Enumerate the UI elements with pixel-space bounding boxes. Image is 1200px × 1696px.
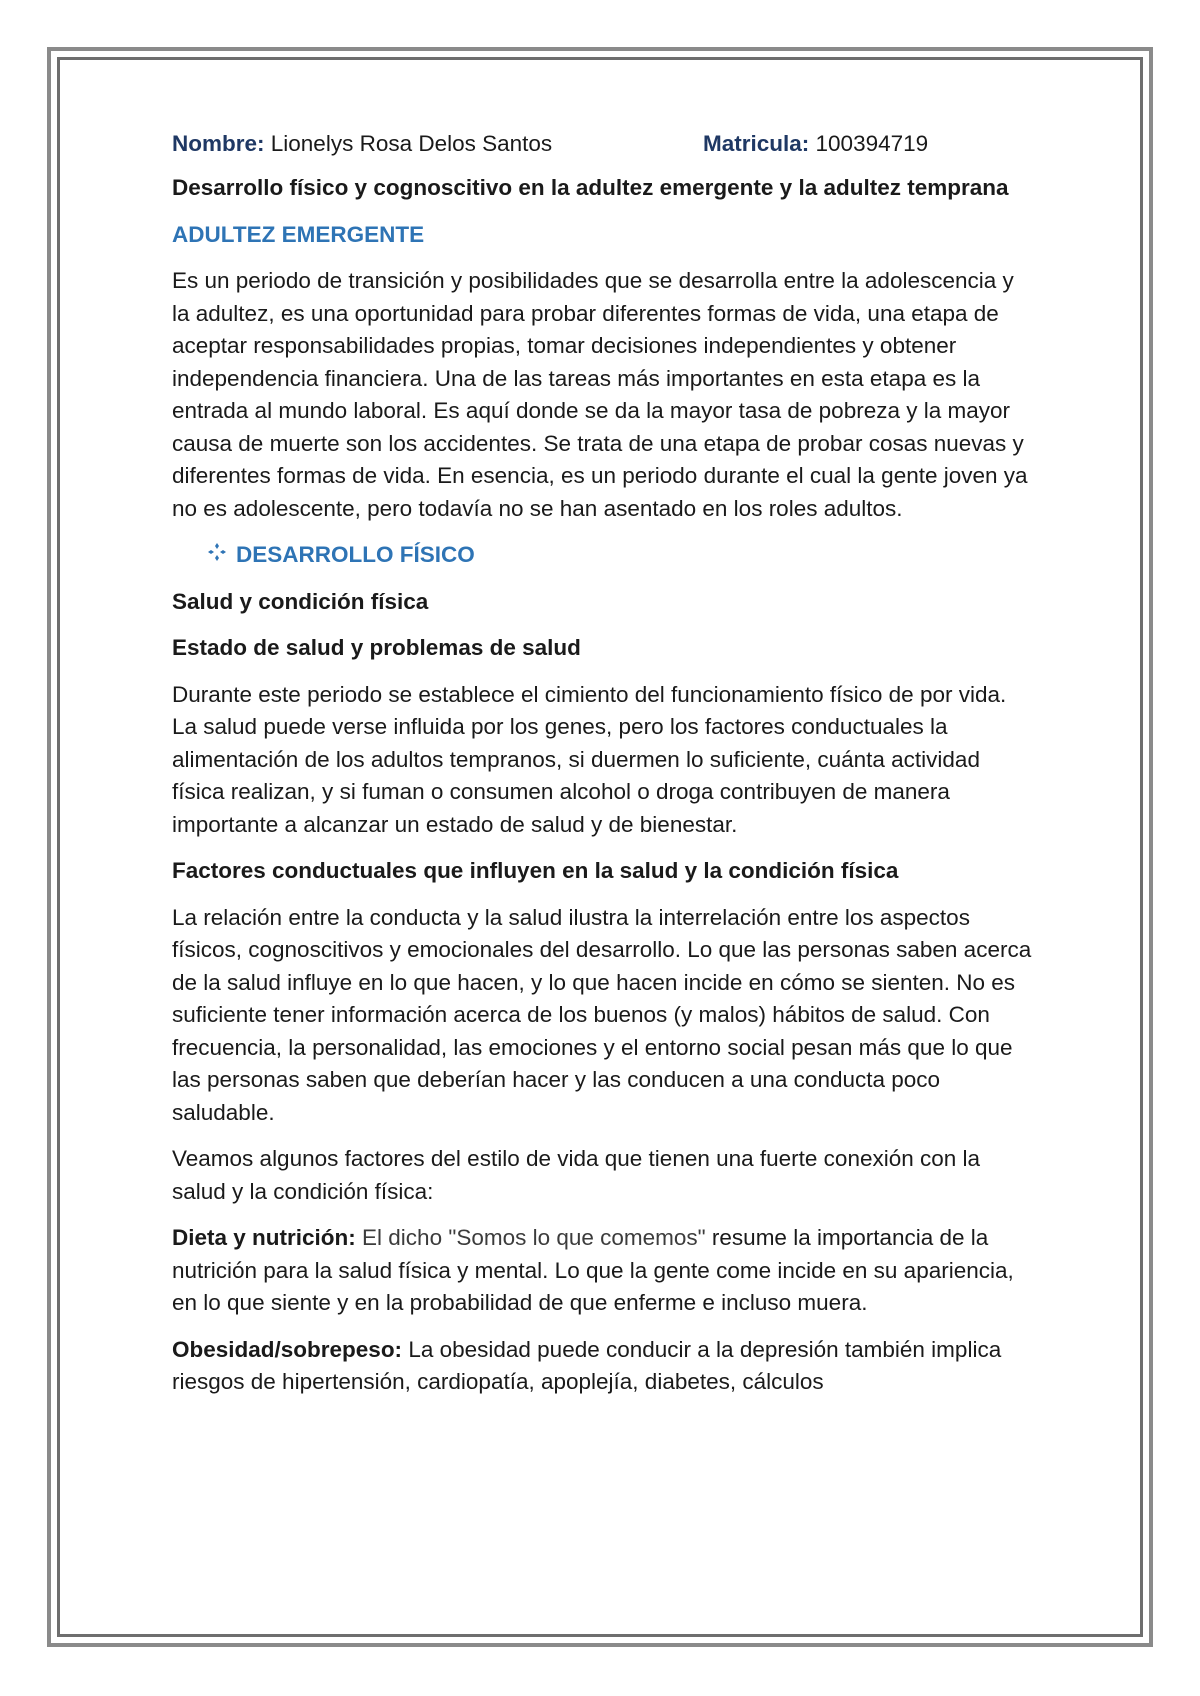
- matricula-label: Matricula:: [703, 131, 810, 156]
- bullet-heading-desarrollo-fisico: [172, 539, 1032, 572]
- section-heading-adultez-emergente: ADULTEZ EMERGENTE: [172, 221, 425, 247]
- name-value: Lionelys Rosa Delos Santos: [264, 131, 553, 156]
- document-body: [172, 128, 1032, 1413]
- paragraph-factores-conductuales: La relación entre la conducta y la salud ilustra la interrelación entre los aspectos físicos, cognoscitivos y emocionales del desarrollo. Lo que las personas saben acerca de la salud influye en lo que hacen, y lo que hacen incide en cómo se sienten. No es suficiente tener información acerca de los buenos (y malos) hábitos de salud. Con frecuencia, la personalidad, las emociones y el entorno social pesan más que lo que las personas saben que deberían hacer y las conducen a una conducta poco saludable.: [172, 904, 1032, 1125]
- obesidad-text: La obesidad puede conducir a la depresión también implica riesgos de hipertensión, cardiopatía, apoplejía, diabetes, cálculos: [172, 1336, 1002, 1394]
- subheading-estado-salud: Estado de salud y problemas de salud: [172, 635, 581, 660]
- student-name: [172, 128, 552, 161]
- paragraph-adultez-emergente: Es un periodo de transición y posibilidades que se desarrolla entre la adolescencia y la adultez, es una oportunidad para probar diferentes formas de vida, una etapa de aceptar responsabilidades propias, tomar decisiones independientes y obtener independencia financiera. Una de las tareas más importantes en esta etapa es la entrada al mundo laboral. Es aquí donde se da la mayor tasa de pobreza y la mayor causa de muerte son los accidentes. Se trata de una etapa de probar cosas nuevas y diferentes formas de vida. En esencia, es un periodo durante el cual la gente joven ya no es adolescente, pero todavía no se han asentado en los roles adultos.: [172, 268, 1028, 521]
- subheading-factores-conductuales: Factores conductuales que influyen en la salud y la condición física: [172, 858, 899, 883]
- paragraph-obesidad: [172, 1334, 1032, 1399]
- bullet-heading-text: DESARROLLO FÍSICO: [236, 542, 475, 567]
- student-matricula: [703, 128, 928, 161]
- paragraph-dieta-nutricion: [172, 1222, 1032, 1320]
- paragraph-factores-estilo-vida: Veamos algunos factores del estilo de vida que tienen una fuerte conexión con la salud y la condición física:: [172, 1146, 981, 1204]
- document-title: Desarrollo físico y cognoscitivo en la adultez emergente y la adultez temprana: [172, 175, 1009, 200]
- dieta-label: Dieta y nutrición:: [172, 1225, 356, 1250]
- student-info-line: [172, 128, 1032, 162]
- dieta-quote: El dicho "Somos lo que comemos": [355, 1225, 706, 1250]
- matricula-value: 100394719: [809, 131, 929, 156]
- name-label: Nombre:: [172, 131, 265, 156]
- dieta-text: resume la importancia de la nutrición para la salud física y mental. Lo que la gente come incide en su apariencia, en lo que siente y en la probabilidad de que enferme e incluso muera.: [172, 1225, 1014, 1315]
- subheading-salud-condicion: Salud y condición física: [172, 588, 429, 614]
- four-diamond-star-icon: [208, 539, 236, 572]
- paragraph-estado-salud: Durante este periodo se establece el cimiento del funcionamiento físico de por vida. La salud puede verse influida por los genes, pero los factores conductuales la alimentación de los adultos tempranos, si duermen lo suficiente, cuánta actividad física realizan, y si fuman o consumen alcohol o droga contribuyen de manera importante a alcanzar un estado de salud y de bienestar.: [172, 681, 1007, 837]
- obesidad-label: Obesidad/sobrepeso:: [172, 1336, 403, 1362]
